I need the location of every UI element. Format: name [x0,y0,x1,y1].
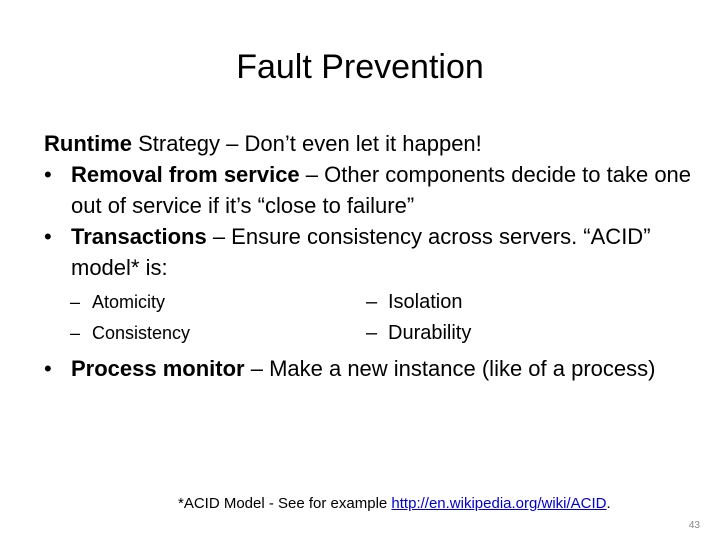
page-number: 43 [688,520,700,531]
slide-content [44,128,704,384]
acid-item-durability [366,318,471,348]
acid-label: Consistency [92,323,191,343]
dash-icon: – [70,323,81,343]
bullet-transactions-bold: Transactions [71,224,207,249]
bullet-dot-icon: • [44,162,52,187]
bullet-dot-icon: • [44,224,52,249]
dash-icon: – [366,322,378,344]
bullet-transactions [44,221,704,283]
strategy-text: Strategy – Don’t even let it happen! [132,131,482,156]
bullet-removal [44,159,704,221]
strategy-line [44,128,704,159]
acid-item-isolation [366,287,463,317]
footnote-prefix: *ACID Model - See for example [178,495,392,512]
footnote-suffix: . [606,495,611,512]
acid-item-atomicity [70,287,165,317]
acid-label: Atomicity [92,292,166,312]
acid-label: Isolation [388,291,463,313]
acid-label: Durability [388,322,472,344]
dash-icon: – [366,291,378,313]
bullet-transactions-text: – Ensure consistency across servers. “ACID” model* is: [71,224,651,280]
dash-icon: – [70,292,81,312]
bullet-removal-bold: Removal from service [71,162,300,187]
footnote [178,494,611,514]
acid-wikipedia-link[interactable]: http://en.wikipedia.org/wiki/ACID [391,495,607,512]
bullet-removal-text: – Other components decide to take one out of service if it’s “close to failure” [71,162,692,218]
bullet-process-monitor-bold: Process monitor [71,356,245,381]
bullet-dot-icon: • [44,356,52,381]
slide-title: Fault Prevention [236,48,484,86]
acid-list [44,287,704,349]
bullet-process-monitor-text: – Make a new instance (like of a process) [244,356,656,381]
bullet-process-monitor [44,353,704,384]
strategy-bold: Runtime [44,131,132,156]
acid-item-consistency [70,318,190,348]
